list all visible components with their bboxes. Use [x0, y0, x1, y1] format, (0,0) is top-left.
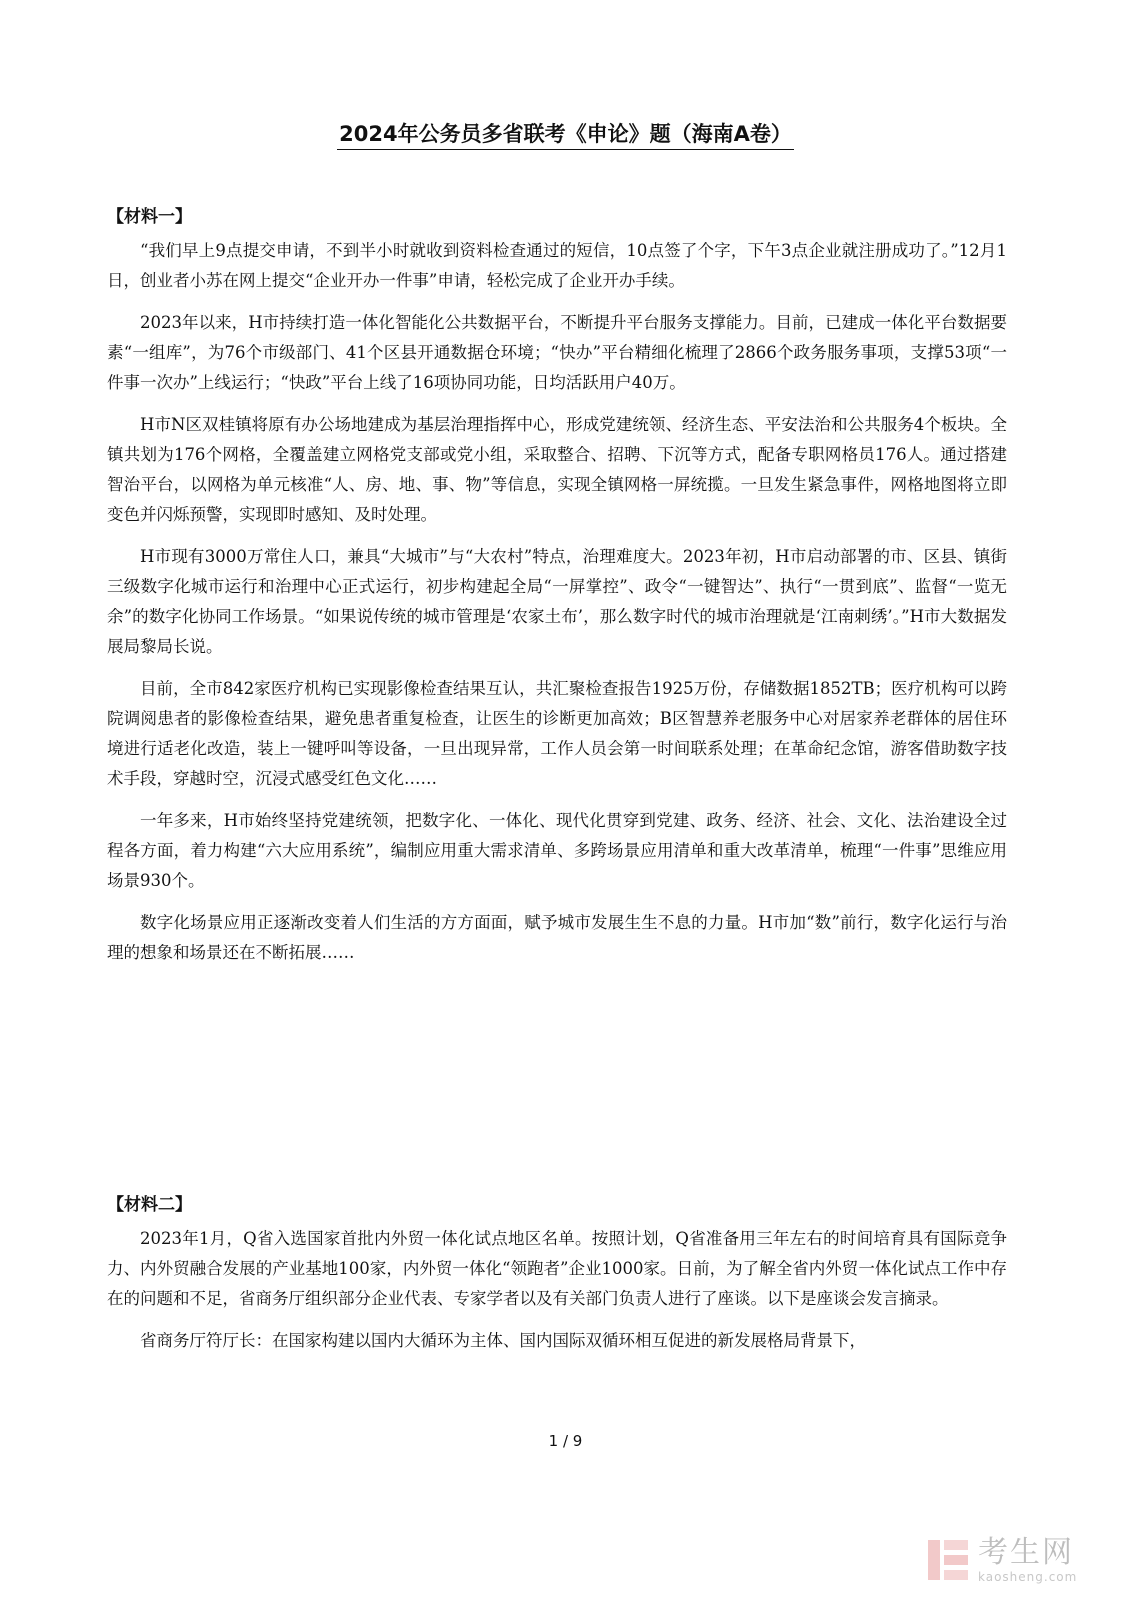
paragraph: 数字化场景应用正逐渐改变着人们生活的方方面面，赋予城市发展生生不息的力量。H市加“数”前行，数字化运行与治理的想象和场景还在不断拓展…… — [107, 913, 1007, 962]
kaosheng-logo-icon — [926, 1536, 970, 1584]
material-two-heading: 【材料二】 — [107, 1195, 192, 1215]
material-one-section — [107, 202, 1007, 980]
paragraph: “我们早上9点提交申请，不到半小时就收到资料检查通过的短信，10点签了个字，下午3点企业就注册成功了。”12月1日，创业者小苏在网上提交“企业开办一件事”申请，轻松完成了企业开办手续。 — [107, 241, 1007, 290]
material-one-heading: 【材料一】 — [107, 207, 192, 227]
paragraph: 2023年1月，Q省入选国家首批内外贸一体化试点地区名单。按照计划，Q省准备用三年左右的时间培育具有国际竞争力、内外贸融合发展的产业基地100家，内外贸一体化“领跑者”企业1000家。日前，为了解全省内外贸一体化试点工作中存在的问题和不足，省商务厅组织部分企业代表、专家学者以及有关部门负责人进行了座谈。以下是座谈会发言摘录。 — [107, 1229, 1007, 1308]
document-title: 2024年公务员多省联考《申论》题（海南A卷） — [0, 118, 1131, 148]
paragraph: 2023年以来，H市持续打造一体化智能化公共数据平台，不断提升平台服务支撑能力。目前，已建成一体化平台数据要素“一组库”，为76个市级部门、41个区县开通数据仓环境；“快办”平台精细化梳理了2866个政务服务事项，支撑53项“一件事一次办”上线运行；“快政”平台上线了16项协同功能，日均活跃用户40万。 — [107, 313, 1007, 392]
paragraph: H市N区双桂镇将原有办公场地建成为基层治理指挥中心，形成党建统领、经济生态、平安法治和公共服务4个板块。全镇共划为176个网格，全覆盖建立网格党支部或党小组，采取整合、招聘、下沉等方式，配备专职网格员176人。通过搭建智治平台，以网格为单元核准“人、房、地、事、物”等信息，实现全镇网格一屏统揽。一旦发生紧急事件，网格地图将立即变色并闪烁预警，实现即时感知、及时处理。 — [107, 415, 1007, 524]
paragraph: 省商务厅符厅长：在国家构建以国内大循环为主体、国内国际双循环相互促进的新发展格局背景下， — [140, 1331, 866, 1350]
watermark-brand: 考生网 — [978, 1535, 1074, 1570]
page-number: 1 / 9 — [548, 1432, 583, 1450]
watermark-url: kaosheng.com — [978, 1570, 1078, 1584]
material-two-section — [107, 1190, 1007, 1368]
paragraph: 目前，全市842家医疗机构已实现影像检查结果互认，共汇聚检查报告1925万份，存储数据1852TB；医疗机构可以跨院调阅患者的影像检查结果，避免患者重复检查，让医生的诊断更加高效；B区智慧养老服务中心对居家养老群体的居住环境进行适老化改造，装上一键呼叫等设备，一旦出现异常，工作人员会第一时间联系处理；在革命纪念馆，游客借助数字技术手段，穿越时空，沉浸式感受红色文化…… — [107, 679, 1007, 788]
watermark — [926, 1532, 1116, 1588]
paragraph: 一年多来，H市始终坚持党建统领，把数字化、一体化、现代化贯穿到党建、政务、经济、社会、文化、法治建设全过程各方面，着力构建“六大应用系统”，编制应用重大需求清单、多跨场景应用清单和重大改革清单，梳理“一件事”思维应用场景930个。 — [107, 811, 1007, 890]
paragraph: H市现有3000万常住人口，兼具“大城市”与“大农村”特点，治理难度大。2023年初，H市启动部署的市、区县、镇街三级数字化城市运行和治理中心正式运行，初步构建起全局“一屏掌控”、政令“一键智达”、执行“一贯到底”、监督“一览无余”的数字化协同工作场景。“如果说传统的城市管理是‘农家土布’，那么数字时代的城市治理就是‘江南刺绣’。”H市大数据发展局黎局长说。 — [107, 547, 1007, 656]
